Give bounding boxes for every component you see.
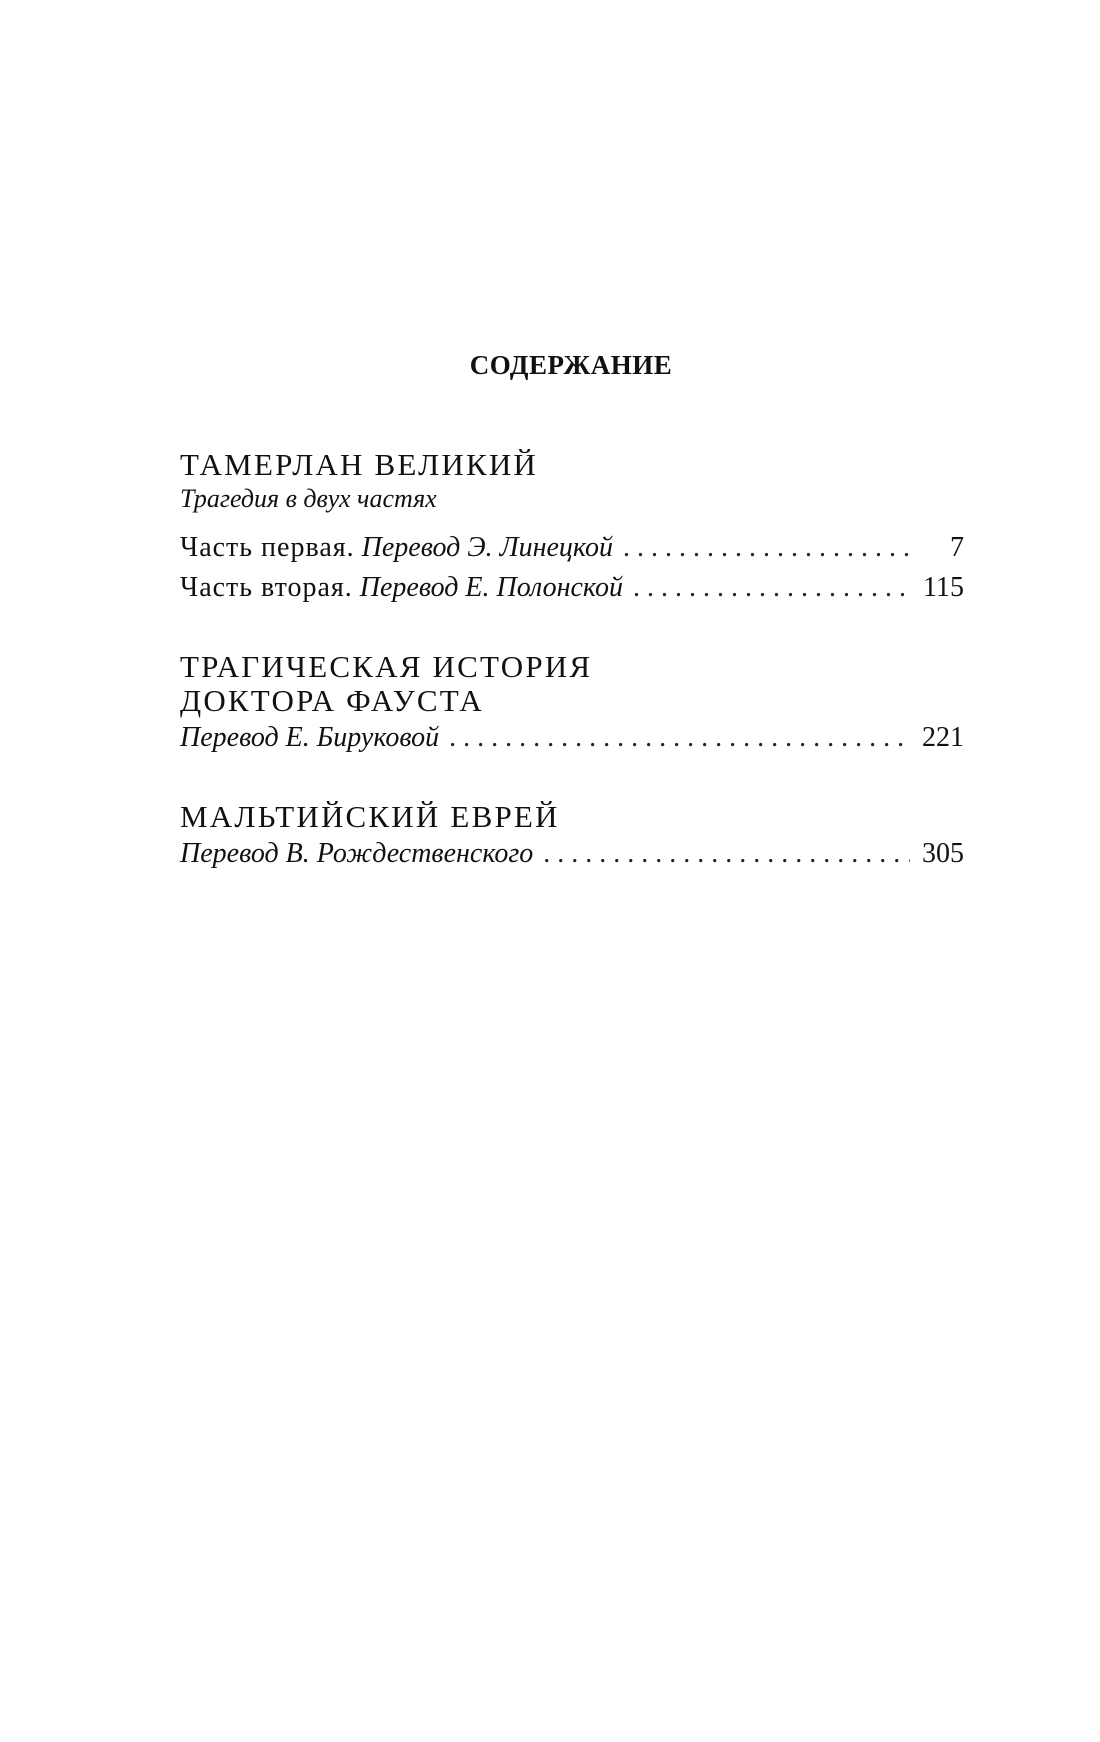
page-number: 7 bbox=[950, 532, 964, 563]
translator-credit: Перевод Е. Полонской bbox=[359, 572, 623, 603]
dot-leader bbox=[543, 834, 910, 874]
page-title: СОДЕРЖАНИЕ bbox=[469, 350, 673, 380]
work-title-continued: ДОКТОРА ФАУСТА bbox=[180, 683, 484, 718]
part-label: Часть вторая. bbox=[180, 572, 353, 603]
toc-entry[interactable] bbox=[180, 718, 964, 758]
toc-entry[interactable] bbox=[180, 568, 964, 608]
translator-credit: Перевод Э. Линецкой bbox=[361, 532, 613, 563]
toc-entry[interactable] bbox=[180, 834, 964, 874]
work-subtitle: Трагедия в двух частях bbox=[180, 484, 437, 513]
translator-credit: Перевод Е. Бируковой bbox=[180, 722, 440, 753]
toc-section-tamburlaine bbox=[180, 448, 964, 608]
part-label: Часть первая. bbox=[180, 532, 355, 563]
table-of-contents bbox=[180, 448, 964, 916]
dot-leader bbox=[633, 568, 910, 608]
dot-leader bbox=[623, 528, 910, 568]
dot-leader bbox=[449, 718, 910, 758]
work-title: ТАМЕРЛАН ВЕЛИКИЙ bbox=[180, 447, 539, 482]
work-title: ТРАГИЧЕСКАЯ ИСТОРИЯ bbox=[180, 649, 593, 684]
translator-credit: Перевод В. Рождественского bbox=[180, 838, 534, 869]
page-number: 305 bbox=[922, 838, 964, 869]
page-number: 221 bbox=[922, 722, 964, 753]
toc-entry[interactable] bbox=[180, 528, 964, 568]
page-number: 115 bbox=[923, 572, 964, 603]
toc-section-faustus bbox=[180, 650, 964, 758]
toc-section-jew-of-malta bbox=[180, 800, 964, 874]
work-title: МАЛЬТИЙСКИЙ ЕВРЕЙ bbox=[180, 799, 560, 834]
